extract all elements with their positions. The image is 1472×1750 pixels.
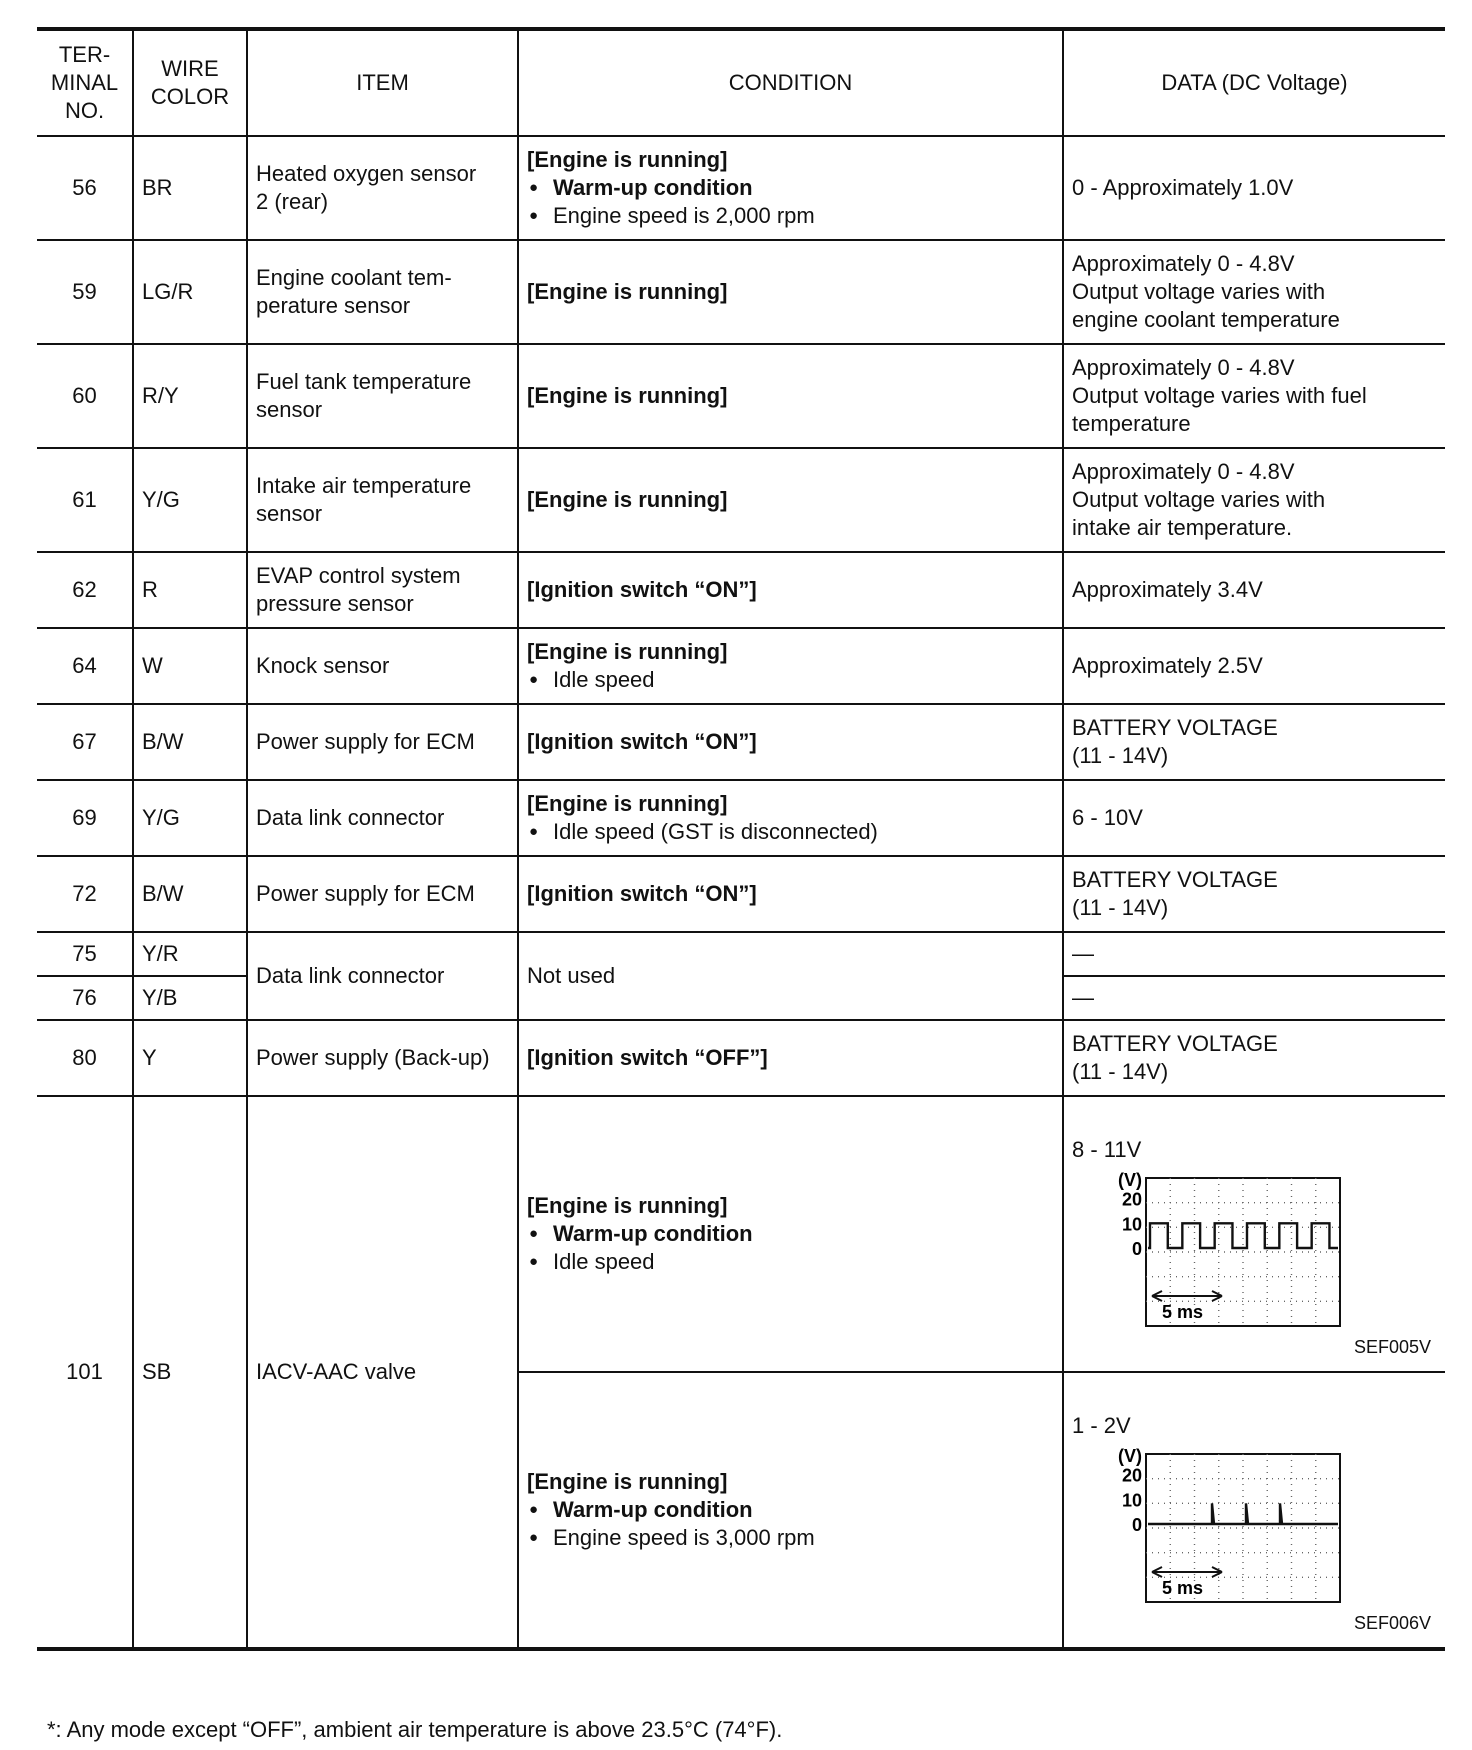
item-line: sensor [256,501,323,526]
condition-heading: [Engine is running] [527,487,728,512]
waveform-voltage: 1 - 2V [1072,1412,1131,1438]
terminal-no: 59 [37,240,133,344]
scope-time-arrow [1152,1567,1222,1577]
condition-bullets [527,818,1054,846]
item [247,448,518,552]
scope-axis-label: 20 [1121,1189,1142,1210]
data-dc-voltage [1063,780,1445,856]
condition-heading: [Engine is running] [527,791,728,816]
data-line: BATTERY VOLTAGE [1072,867,1278,892]
condition-heading: [Ignition switch “OFF”] [527,1045,768,1070]
item [247,856,518,932]
data-line: 0 - Approximately 1.0V [1072,175,1294,200]
scope-axis-label: (V) [1118,1445,1142,1466]
data-dc-voltage [1063,1372,1445,1649]
header-wire-color: WIRE COLOR [133,29,247,136]
wire-color: W [133,628,247,704]
data-line: Approximately 2.5V [1072,653,1263,678]
condition-bullet: ● Idle speed [527,666,1054,694]
condition-heading: [Engine is running] [527,1469,728,1494]
terminal-no: 72 [37,856,133,932]
wire-color: Y [133,1020,247,1096]
condition-bullet: ● Idle speed [527,1248,1054,1276]
table-row [37,628,1445,704]
table-row [37,448,1445,552]
scope-axis-label: 0 [1131,1514,1142,1535]
condition-bullets [527,1220,1054,1276]
condition: Not used [518,932,1063,1020]
data-line: BATTERY VOLTAGE [1072,715,1278,740]
condition-bullets [527,174,1054,230]
table-row [37,932,1445,976]
ecm-terminal-table [37,27,1445,1651]
data-line: Approximately 3.4V [1072,577,1263,602]
item-line: Knock sensor [256,653,390,678]
wire-color: SB [133,1096,247,1649]
condition-bullets [527,1496,1054,1552]
condition [518,856,1063,932]
condition [518,552,1063,628]
scope-time-label: 5 ms [1162,1577,1204,1598]
figure-code: SEF006V [1353,1613,1431,1633]
condition-heading: [Ignition switch “ON”] [527,881,757,906]
header-condition: CONDITION [518,29,1063,136]
terminal-no: 62 [37,552,133,628]
data-line: engine coolant temperature [1072,307,1340,332]
wire-color: R/Y [133,344,247,448]
item [247,552,518,628]
terminal-no: 75 [37,932,133,976]
data-dc-voltage: — [1063,976,1445,1020]
item-line: EVAP control system [256,563,461,588]
item [247,240,518,344]
terminal-no: 80 [37,1020,133,1096]
footnote: *: Any mode except “OFF”, ambient air temperature is above 23.5°C (74°F). [47,1717,783,1742]
scope-axis-label: 20 [1121,1465,1142,1486]
item-line: Power supply for ECM [256,881,475,906]
item-line: Fuel tank temperature [256,369,472,394]
terminal-no: 60 [37,344,133,448]
item-line: Heated oxygen sensor [256,161,477,186]
condition-bullet: ● Engine speed is 3,000 rpm [527,1524,1054,1552]
scope-axis-label: (V) [1118,1169,1142,1190]
condition-heading: [Engine is running] [527,383,728,408]
data-dc-voltage [1063,136,1445,240]
header-terminal-no: TER- MINAL NO. [37,29,133,136]
scope-axis-label: 10 [1121,1489,1142,1510]
table-row [37,136,1445,240]
data-line: temperature [1072,411,1191,436]
item-line: pressure sensor [256,591,414,616]
condition-bullet: ● Warm-up condition [527,174,1054,202]
condition-heading: [Engine is running] [527,639,728,664]
terminal-no: 69 [37,780,133,856]
table-header-row [37,29,1445,136]
item-line: Data link connector [256,805,445,830]
wire-color: Y/R [133,932,247,976]
data-dc-voltage [1063,704,1445,780]
data-dc-voltage [1063,856,1445,932]
data-line: Approximately 0 - 4.8V [1072,355,1295,380]
data-line: Output voltage varies with [1072,487,1326,512]
data-line: Approximately 0 - 4.8V [1072,459,1295,484]
item-line: Power supply for ECM [256,729,475,754]
condition-bullets [527,666,1054,694]
data-line: Approximately 0 - 4.8V [1072,251,1295,276]
condition [518,344,1063,448]
item-line: Engine coolant tem- [256,265,452,290]
table-row [37,552,1445,628]
waveform-voltage: 8 - 11V [1072,1136,1142,1162]
table-row [37,344,1445,448]
data-line: Output voltage varies with fuel [1072,383,1367,408]
condition [518,1020,1063,1096]
data-dc-voltage [1063,552,1445,628]
condition [518,628,1063,704]
oscilloscope-waveform [1112,1168,1362,1333]
condition-heading: [Ignition switch “ON”] [527,577,757,602]
wire-color: Y/G [133,780,247,856]
waveform-figure [1072,1444,1437,1609]
item [247,136,518,240]
item [247,628,518,704]
terminal-no: 64 [37,628,133,704]
condition-bullet: ● Engine speed is 2,000 rpm [527,202,1054,230]
data-line: intake air temperature. [1072,515,1293,540]
data-line: 6 - 10V [1072,805,1143,830]
condition-bullet: ● Warm-up condition [527,1220,1054,1248]
data-line: (11 - 14V) [1072,743,1169,768]
data-dc-voltage [1063,628,1445,704]
table-row [37,780,1445,856]
terminal-no: 56 [37,136,133,240]
data-dc-voltage [1063,448,1445,552]
wire-color: BR [133,136,247,240]
item [247,344,518,448]
data-line: (11 - 14V) [1072,895,1169,920]
wire-color: Y/B [133,976,247,1020]
figure-code: SEF005V [1353,1337,1431,1357]
condition [518,1096,1063,1372]
data-dc-voltage [1063,1096,1445,1372]
data-dc-voltage [1063,240,1445,344]
item-line: sensor [256,397,323,422]
data-line: Output voltage varies with [1072,279,1326,304]
terminal-no: 101 [37,1096,133,1649]
terminal-no: 76 [37,976,133,1020]
table-row [37,1020,1445,1096]
waveform-figure [1072,1168,1437,1333]
item-line: 2 (rear) [256,189,329,214]
table-row [37,240,1445,344]
item-line: Intake air temperature [256,473,472,498]
scope-time-arrow [1152,1291,1222,1301]
condition-heading: [Engine is running] [527,1193,728,1218]
table-body [37,136,1445,1649]
data-line: (11 - 14V) [1072,1059,1169,1084]
header-data: DATA (DC Voltage) [1063,29,1445,136]
oscilloscope-waveform [1112,1444,1362,1609]
wire-color: B/W [133,856,247,932]
condition [518,136,1063,240]
condition-heading: [Ignition switch “ON”] [527,729,757,754]
condition [518,448,1063,552]
terminal-no: 67 [37,704,133,780]
condition [518,704,1063,780]
wire-color: Y/G [133,448,247,552]
data-dc-voltage [1063,1020,1445,1096]
condition [518,780,1063,856]
wire-color: R [133,552,247,628]
condition [518,240,1063,344]
table-row [37,704,1445,780]
scope-axis-label: 0 [1131,1238,1142,1259]
item [247,704,518,780]
terminal-no: 61 [37,448,133,552]
scope-axis-label: 10 [1121,1213,1142,1234]
condition-bullet: ● Warm-up condition [527,1496,1054,1524]
item: Data link connector [247,932,518,1020]
table-row [37,1096,1445,1372]
ecm-terminal-sheet [37,27,1445,1742]
data-line: BATTERY VOLTAGE [1072,1031,1278,1056]
condition-bullet: ● Idle speed (GST is disconnected) [527,818,1054,846]
wire-color: B/W [133,704,247,780]
condition-heading: [Engine is running] [527,147,728,172]
item-line: perature sensor [256,293,411,318]
scope-time-label: 5 ms [1162,1301,1204,1322]
condition [518,1372,1063,1649]
data-dc-voltage: — [1063,932,1445,976]
condition-heading: [Engine is running] [527,279,728,304]
item: Power supply (Back-up) [247,1020,518,1096]
wire-color: LG/R [133,240,247,344]
item [247,780,518,856]
item: IACV-AAC valve [247,1096,518,1649]
table-row [37,856,1445,932]
header-item: ITEM [247,29,518,136]
data-dc-voltage [1063,344,1445,448]
